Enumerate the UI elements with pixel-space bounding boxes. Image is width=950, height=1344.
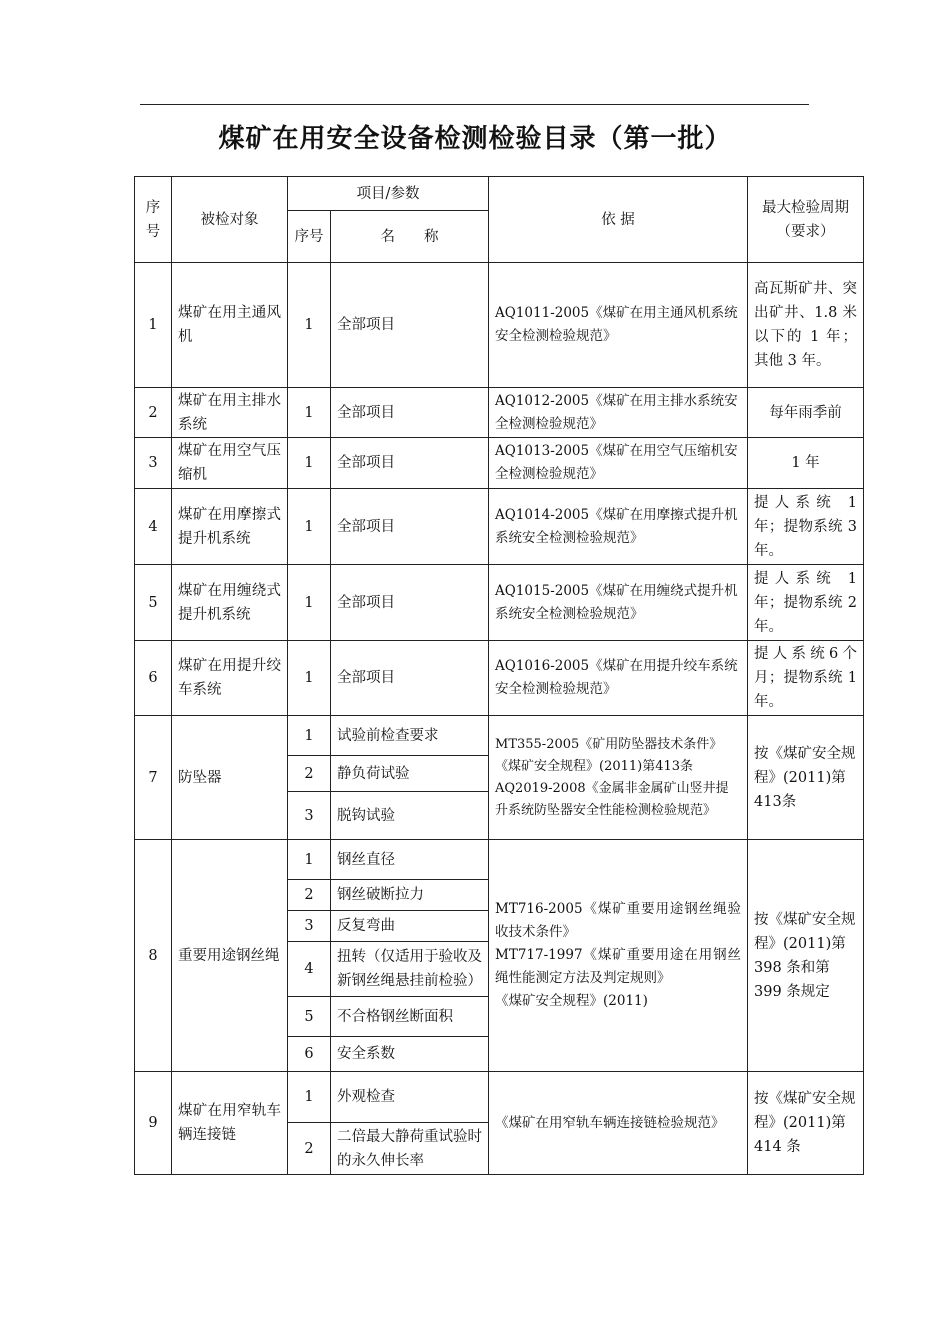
- header-seq: 序号: [135, 177, 172, 263]
- row-no: 3: [135, 438, 172, 489]
- basis-line: MT717-1997《煤矿重要用途在用钢丝绳性能测定方法及判定规则》: [495, 947, 742, 986]
- item-no: 1: [288, 840, 331, 880]
- row-no: 5: [135, 565, 172, 641]
- basis-line: MT716-2005《煤矿重要用途钢丝绳验收技术条件》: [495, 901, 742, 940]
- row-object: 煤矿在用空气压缩机: [172, 438, 288, 489]
- row-basis: AQ1015-2005《煤矿在用缠绕式提升机系统安全检测检验规范》: [489, 565, 748, 641]
- row-object: 煤矿在用窄轨车辆连接链: [172, 1072, 288, 1175]
- item-no: 1: [288, 565, 331, 641]
- item-name: 外观检查: [331, 1072, 489, 1123]
- header-object: 被检对象: [172, 177, 288, 263]
- header-item-group: 项目/参数: [288, 177, 489, 211]
- row-cycle: 每年雨季前: [748, 388, 864, 438]
- row-object: 防坠器: [172, 716, 288, 840]
- table-row: [135, 565, 864, 641]
- table-row: [135, 438, 864, 489]
- item-name: 全部项目: [331, 489, 489, 565]
- row-cycle: 1 年: [748, 438, 864, 489]
- header-rule: [140, 104, 809, 105]
- item-no: 1: [288, 716, 331, 756]
- row-object: 煤矿在用提升绞车系统: [172, 641, 288, 716]
- row-no: 1: [135, 263, 172, 388]
- item-no: 5: [288, 997, 331, 1037]
- row-basis: AQ1016-2005《煤矿在用提升绞车系统安全检测检验规范》: [489, 641, 748, 716]
- item-no: 1: [288, 489, 331, 565]
- item-no: 2: [288, 1123, 331, 1175]
- table-row: [135, 716, 864, 756]
- row-no: 9: [135, 1072, 172, 1175]
- item-name: 钢丝破断拉力: [331, 880, 489, 911]
- table-row: [135, 263, 864, 388]
- item-no: 3: [288, 911, 331, 942]
- row-cycle: 按《煤矿安全规程》(2011)第 398 条和第 399 条规定: [748, 840, 864, 1072]
- row-cycle: 提人系统 1 年；提物系统 3 年。: [748, 489, 864, 565]
- item-no: 1: [288, 1072, 331, 1123]
- table-row: [135, 489, 864, 565]
- item-name: 全部项目: [331, 263, 489, 388]
- item-name: 脱钩试验: [331, 792, 489, 840]
- item-no: 2: [288, 756, 331, 792]
- table-header-row: [135, 177, 864, 211]
- item-no: 6: [288, 1037, 331, 1072]
- row-basis: AQ1013-2005《煤矿在用空气压缩机安全检测检验规范》: [489, 438, 748, 489]
- header-basis: 依 据: [489, 177, 748, 263]
- row-cycle: 按《煤矿安全规程》(2011)第413条: [748, 716, 864, 840]
- row-no: 7: [135, 716, 172, 840]
- item-name: 全部项目: [331, 388, 489, 438]
- basis-line: AQ2019-2008《金属非金属矿山竖井提升系统防坠器安全性能检测检验规范》: [495, 780, 729, 818]
- row-no: 4: [135, 489, 172, 565]
- row-basis: [489, 840, 748, 1072]
- item-no: 1: [288, 641, 331, 716]
- row-object: 重要用途钢丝绳: [172, 840, 288, 1072]
- item-name: 反复弯曲: [331, 911, 489, 942]
- table-row: [135, 641, 864, 716]
- row-object: 煤矿在用主排水系统: [172, 388, 288, 438]
- basis-line: 《煤矿安全规程》(2011)第413条: [495, 758, 694, 774]
- row-object: 煤矿在用主通风机: [172, 263, 288, 388]
- item-no: 4: [288, 942, 331, 997]
- table-row: [135, 840, 864, 880]
- table-row: [135, 388, 864, 438]
- item-name: 全部项目: [331, 438, 489, 489]
- table-row: [135, 1072, 864, 1123]
- row-cycle: 高瓦斯矿井、突出矿井、1.8 米以下的 1 年；其他 3 年。: [748, 263, 864, 388]
- row-cycle: 提人系统 1 年；提物系统 2 年。: [748, 565, 864, 641]
- item-no: 2: [288, 880, 331, 911]
- item-name: 试验前检查要求: [331, 716, 489, 756]
- item-name: 静负荷试验: [331, 756, 489, 792]
- row-basis: [489, 716, 748, 840]
- row-cycle: 提人系统6个月；提物系统 1 年。: [748, 641, 864, 716]
- row-no: 6: [135, 641, 172, 716]
- header-item-seq: 序号: [288, 211, 331, 263]
- item-name: 二倍最大静荷重试验时的永久伸长率: [331, 1123, 489, 1175]
- page-title: 煤矿在用安全设备检测检验目录（第一批）: [218, 124, 732, 154]
- item-name: 全部项目: [331, 565, 489, 641]
- header-item-name: 名 称: [331, 211, 489, 263]
- row-basis: AQ1014-2005《煤矿在用摩擦式提升机系统安全检测检验规范》: [489, 489, 748, 565]
- inspection-catalog-table: [134, 176, 864, 1175]
- item-no: 1: [288, 438, 331, 489]
- item-name: 全部项目: [331, 641, 489, 716]
- item-name: 不合格钢丝断面积: [331, 997, 489, 1037]
- item-name: 扭转（仅适用于验收及新钢丝绳悬挂前检验）: [331, 942, 489, 997]
- basis-line: 《煤矿安全规程》(2011): [495, 993, 648, 1009]
- row-basis: AQ1012-2005《煤矿在用主排水系统安全检测检验规范》: [489, 388, 748, 438]
- item-name: 钢丝直径: [331, 840, 489, 880]
- row-no: 2: [135, 388, 172, 438]
- item-no: 3: [288, 792, 331, 840]
- header-cycle: 最大检验周期（要求）: [748, 177, 864, 263]
- item-no: 1: [288, 263, 331, 388]
- row-basis: 《煤矿在用窄轨车辆连接链检验规范》: [489, 1072, 748, 1175]
- row-cycle: 按《煤矿安全规程》(2011)第 414 条: [748, 1072, 864, 1175]
- row-object: 煤矿在用缠绕式提升机系统: [172, 565, 288, 641]
- row-no: 8: [135, 840, 172, 1072]
- row-object: 煤矿在用摩擦式提升机系统: [172, 489, 288, 565]
- basis-line: MT355-2005《矿用防坠器技术条件》: [495, 736, 723, 752]
- row-basis: AQ1011-2005《煤矿在用主通风机系统安全检测检验规范》: [489, 263, 748, 388]
- item-no: 1: [288, 388, 331, 438]
- item-name: 安全系数: [331, 1037, 489, 1072]
